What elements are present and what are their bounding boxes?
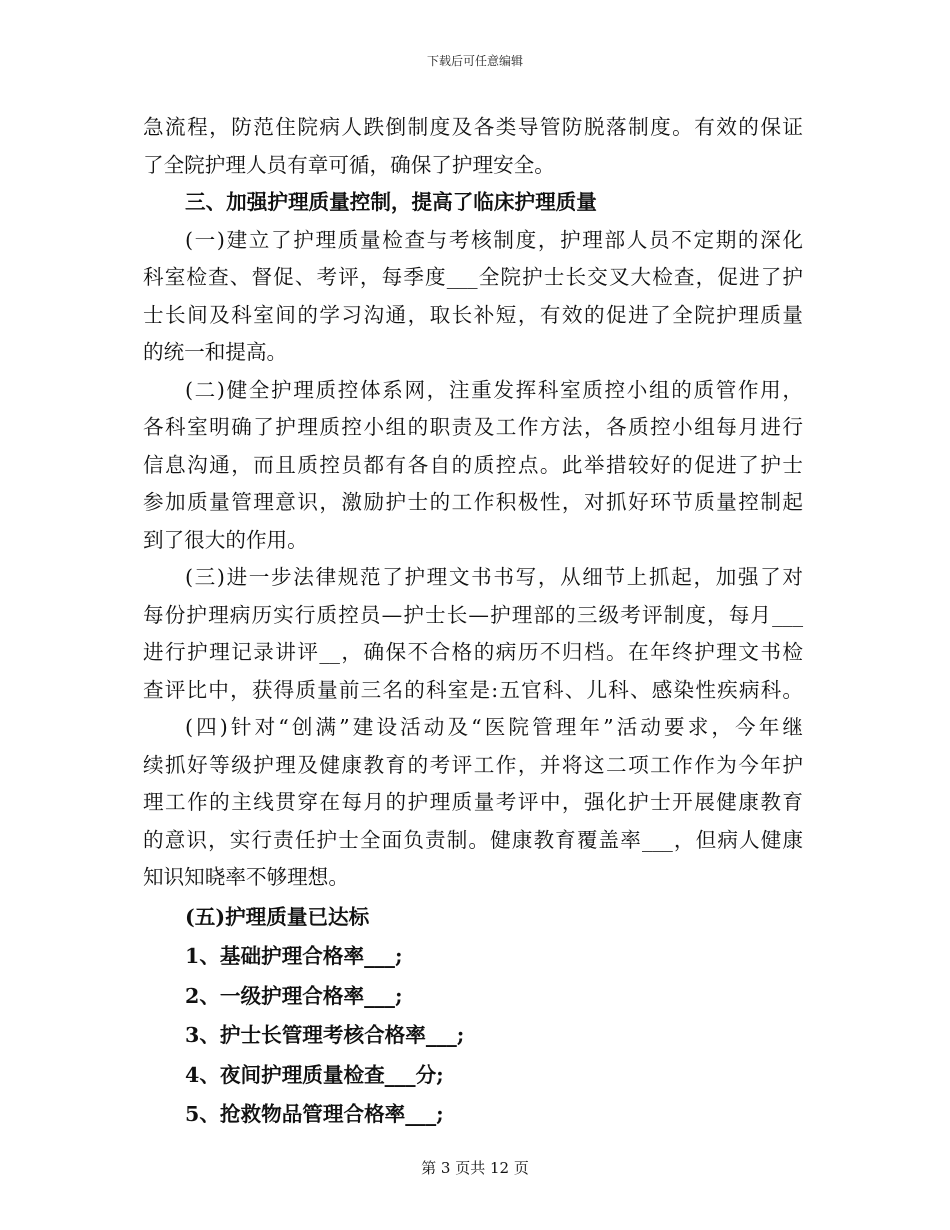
- page-header: 下载后可任意编辑: [426, 54, 523, 68]
- body-line: (二)健全护理质控体系网，注重发挥科室质控小组的质管作用，: [185, 377, 803, 402]
- body-line: 知识知晓率不够理想。: [143, 865, 349, 889]
- document-body: [143, 109, 803, 1134]
- section-heading: 三、加强护理质量控制，提高了临床护理质量: [185, 190, 597, 214]
- list-item: 1、基础护理合格率___;: [185, 944, 403, 968]
- body-line: 进行护理记录讲评__，确保不合格的病历不归档。在年终护理文书检: [143, 640, 803, 664]
- body-line: 急流程，防范住院病人跌倒制度及各类导管防脱落制度。有效的保证: [143, 115, 803, 139]
- body-line: (一)建立了护理质量检查与考核制度，护理部人员不定期的深化: [185, 227, 803, 252]
- page-footer: 第 3 页共 12 页: [421, 1159, 529, 1177]
- body-line: 科室检查、督促、考评，每季度___全院护士长交叉大检查，促进了护: [143, 265, 803, 289]
- body-line: (四)针对“创满”建设活动及“医院管理年”活动要求，今年继: [185, 715, 803, 739]
- body-line: 的意识，实行责任护士全面负责制。健康教育覆盖率___，但病人健康: [143, 827, 803, 852]
- body-line: 各科室明确了护理质控小组的职责及工作方法，各质控小组每月进行: [143, 415, 803, 439]
- body-line: 查评比中，获得质量前三名的科室是:五官科、儿科、感染性疾病科。: [143, 677, 803, 702]
- body-line: (三)进一步法律规范了护理文书书写，从细节上抓起，加强了对: [185, 565, 803, 589]
- list-item: 5、抢救物品管理合格率___;: [185, 1102, 444, 1126]
- body-line: 参加质量管理意识，激励护士的工作积极性，对抓好环节质量控制起: [143, 490, 803, 514]
- body-line: 了全院护理人员有章可循，确保了护理安全。: [143, 152, 555, 177]
- body-line: 每份护理病历实行质控员—护士长—护理部的三级考评制度，每月___: [143, 602, 803, 627]
- body-line: 信息沟通，而且质控员都有各自的质控点。此举措较好的促进了护士: [143, 452, 803, 477]
- body-line: 续抓好等级护理及健康教育的考评工作，并将这二项工作作为今年护: [143, 752, 803, 777]
- list-item: 3、护士长管理考核合格率___;: [185, 1023, 465, 1047]
- body-line: 士长间及科室间的学习沟通，取长补短，有效的促进了全院护理质量: [143, 302, 803, 327]
- list-item: 2、一级护理合格率___;: [185, 983, 403, 1008]
- body-line: 到了很大的作用。: [143, 527, 308, 552]
- subsection-heading: (五)护理质量已达标: [185, 904, 370, 929]
- list-item: 4、夜间护理质量检查___分;: [185, 1062, 444, 1087]
- body-line: 理工作的主线贯穿在每月的护理质量考评中，强化护士开展健康教育: [143, 790, 803, 814]
- body-line: 的统一和提高。: [143, 340, 288, 364]
